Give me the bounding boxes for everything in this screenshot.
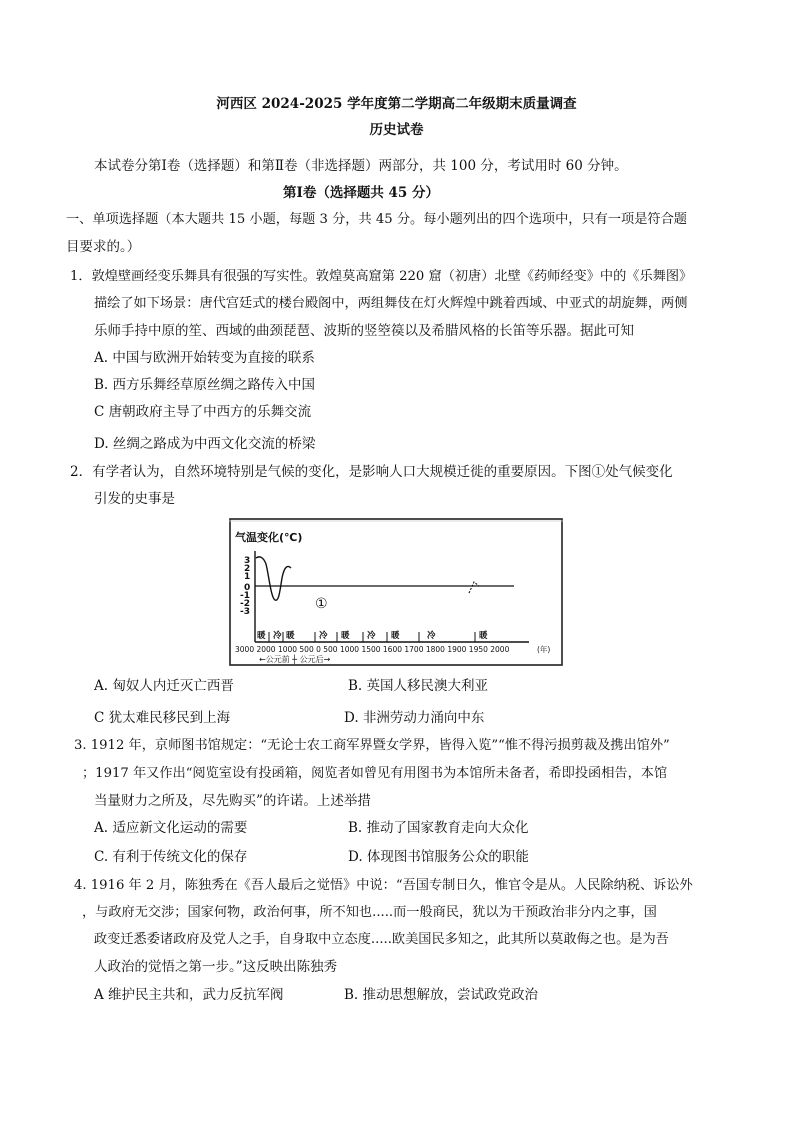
marker-1: ① — [315, 596, 328, 612]
q4-stem-line4: 人政治的觉悟之第一步。”这反映出陈独秀 — [94, 959, 338, 975]
period-label: 暖 — [286, 631, 295, 641]
q1-stem-line2: 描绘了如下场景：唐代宫廷式的楼台殿阁中，两组舞伎在灯火辉煌中跳着西域、中亚式的胡旋舞，两侧 — [94, 296, 688, 311]
q4-stem-line3: 政变迁悉委诸政府及党人之手，自身取中立态度.....欧美国民多知之，此其所以莫敢侮之也。是为吾 — [94, 932, 669, 947]
q3-stem-line3: 当量财力之所及，尽先购买”的许诺。上述举措 — [94, 793, 371, 809]
q3-option-a[interactable]: A. 适应新文化运动的需要 — [94, 820, 248, 836]
q4-stem-line2: ，与政府无交涉；国家何物，政治何事，所不知也.....而一般商民，犹以为干预政治非分内之事，国 — [82, 905, 657, 920]
climate-chart — [229, 518, 563, 666]
period-label: 冷 — [273, 631, 282, 641]
period-label: 暖 — [479, 631, 488, 641]
period-label: 冷 — [427, 631, 436, 641]
q3-option-b[interactable]: B. 推动了国家教育走向大众化 — [348, 820, 529, 836]
y-tick-label: 0 — [244, 583, 251, 593]
chart-title: 气温变化(℃) — [235, 531, 303, 544]
q4-stem-line1: 4. 1916 年 2 月，陈独秀在《吾人最后之觉悟》中说：“吾国专制日久，惟官令是从。人民除纳税、诉讼外 — [74, 878, 693, 893]
x-axis-unit: (年) — [537, 645, 551, 654]
period-label: 暖 — [341, 631, 350, 641]
q2-option-b[interactable]: B. 英国人移民澳大利亚 — [348, 678, 489, 694]
period-label: 冷 — [367, 631, 376, 641]
y-tick-label: -3 — [240, 607, 250, 617]
q3-stem-line1: 3. 1912 年，京师图书馆规定：“无论士农工商军界暨女学界，皆得入览”“惟不得污损剪裁及携出馆外” — [74, 738, 670, 753]
q1-stem-line1: 1．敦煌壁画经变乐舞具有很强的写实性。敦煌莫高窟第 220 窟（初唐）北壁《药师经变》中的《乐舞图》 — [70, 269, 693, 284]
y-tick-label: 1 — [244, 572, 251, 582]
q4-option-a[interactable]: A 维护民主共和，武力反抗军阀 — [94, 987, 284, 1003]
q3-stem-line2: ；1917 年又作出“阅览室设有投函箱，阅览者如曾见有用图书为本馆所未备者，希即投函相告，本馆 — [82, 766, 668, 781]
q1-option-a[interactable]: A. 中国与欧洲开始转变为直接的联系 — [94, 350, 315, 366]
q2-option-d[interactable]: D. 非洲劳动力涌向中东 — [344, 710, 485, 726]
era-label: ←公元前 ┼ 公元后→ — [259, 655, 331, 664]
q2-option-c[interactable]: C 犹太难民移民到上海 — [94, 710, 231, 726]
q2-option-a[interactable]: A. 匈奴人内迁灭亡西晋 — [94, 678, 234, 694]
x-tick-labels: 3000 2000 1000 500 0 500 1000 1500 1600 1700 1800 1900 1950 2000 — [235, 645, 510, 654]
q1-option-d[interactable]: D. 丝绸之路成为中西文化交流的桥梁 — [94, 436, 316, 452]
y-tick-label: 2 — [244, 564, 251, 574]
q1-stem-line3: 乐师手持中原的笙、西域的曲颈琵琶、波斯的竖箜篌以及希腊风格的长笛等乐器。据此可知 — [94, 323, 634, 339]
period-label: 暖 — [391, 631, 400, 641]
q1-option-c[interactable]: C 唐朝政府主导了中西方的乐舞交流 — [94, 404, 312, 420]
q2-stem-line1: 2．有学者认为，自然环境特别是气候的变化，是影响人口大规模迁徙的重要原因。下图①处气候变化 — [70, 464, 673, 480]
q3-option-c[interactable]: C. 有利于传统文化的保存 — [94, 849, 248, 865]
part1-heading: 第Ⅰ卷（选择题共 45 分） — [283, 185, 440, 201]
q2-stem-line2: 引发的史事是 — [94, 491, 175, 507]
period-label: 冷 — [319, 631, 328, 641]
climate-chart-figure — [229, 518, 563, 666]
exam-title: 河西区 2024-2025 学年度第二学期高二年级期末质量调查 — [216, 96, 577, 112]
exam-subject: 历史试卷 — [369, 122, 424, 138]
section-heading: 一、单项选择题（本大题共 15 小题，每题 3 分，共 45 分。每小题列出的四个选项中，只有一项是符合题 — [66, 212, 687, 227]
y-tick-label: -1 — [240, 591, 250, 601]
q3-option-d[interactable]: D. 体现图书馆服务公众的职能 — [348, 849, 529, 865]
y-tick-label: -2 — [240, 599, 250, 609]
exam-intro: 本试卷分第Ⅰ卷（选择题）和第Ⅱ卷（非选择题）两部分，共 100 分，考试用时 60 分钟。 — [94, 158, 628, 174]
q1-option-b[interactable]: B. 西方乐舞经草原丝绸之路传入中国 — [94, 377, 316, 393]
section-heading-cont: 目要求的。） — [66, 239, 141, 255]
period-label: 暖 — [257, 631, 266, 641]
y-tick-label: 3 — [244, 556, 251, 566]
q4-option-b[interactable]: B. 推动思想解放，尝试政党政治 — [344, 987, 539, 1003]
